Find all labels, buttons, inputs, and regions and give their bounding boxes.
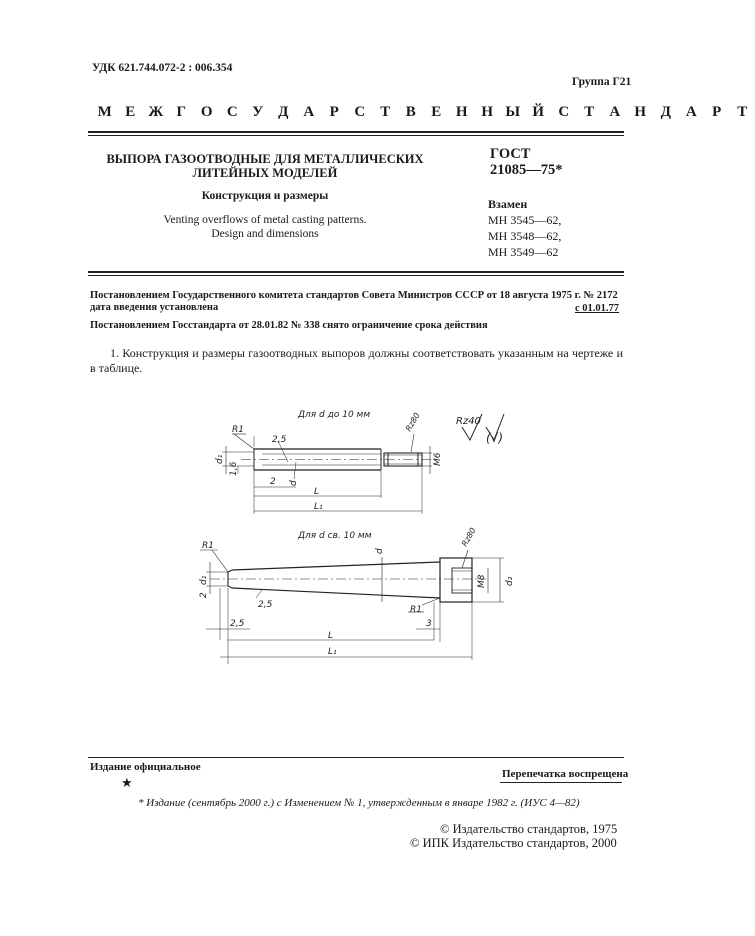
- fig1-l1-label: L₁: [314, 502, 323, 512]
- standard-banner: [92, 104, 748, 121]
- fig1-m6-label: M6: [433, 452, 443, 466]
- banner-word-interstate: [92, 104, 551, 121]
- banner-letter: Е: [431, 104, 442, 120]
- replaces-item-3: МН 3549—62: [488, 245, 559, 259]
- fig1-2-label: 2: [270, 477, 276, 487]
- fig2-rz80-label: Rz80: [459, 526, 478, 548]
- title-line-1: ВЫПОРА ГАЗООТВОДНЫЕ ДЛЯ МЕТАЛЛИЧЕСКИХ: [106, 152, 424, 166]
- star-mark: ★: [121, 775, 133, 790]
- fig1-r1-label: R1: [232, 425, 244, 435]
- mid-rule-thin: [88, 275, 624, 276]
- fig2-l1-label: L₁: [328, 647, 337, 657]
- english-title: [100, 213, 430, 241]
- banner-letter: В: [405, 104, 416, 120]
- replaces-item-1: МН 3545—62,: [488, 213, 562, 227]
- top-rule-thin: [88, 135, 624, 136]
- replaces-item-2: МН 3548—62,: [488, 229, 562, 243]
- udk-code: УДК 621.744.072-2 : 006.354: [92, 62, 233, 74]
- banner-letter: Е: [125, 104, 136, 120]
- fig2-25-label: 2,5: [230, 619, 245, 629]
- banner-word-standard: [551, 104, 755, 121]
- banner-letter: М: [97, 104, 112, 120]
- fig2-d1-label: d₁: [199, 575, 209, 585]
- fig2-d-label: d: [375, 548, 385, 554]
- fig1-caption: Для d до 10 мм: [298, 410, 371, 420]
- banner-letter: А: [303, 104, 315, 120]
- banner-letter: Й: [532, 104, 545, 120]
- banner-letter: А: [685, 104, 697, 120]
- fig2-l-label: L: [328, 631, 334, 641]
- fig1-l-label: L: [314, 487, 320, 497]
- official-edition: Издание официальное: [90, 761, 201, 773]
- gost-number: 21085—75*: [490, 162, 563, 178]
- edition-footnote: * Издание (сентябрь 2000 г.) с Изменением № 1, утвержденным в январе 1982 г. (ИУС 4—82): [138, 797, 580, 809]
- document-title: [100, 152, 430, 180]
- banner-letter: Н: [481, 104, 494, 120]
- fig2-chamfer-label: 2,5: [258, 600, 273, 610]
- fig2-r1-label: R1: [202, 541, 214, 551]
- replaces-block: [488, 196, 561, 260]
- fig1-16-label: 1,6: [229, 461, 239, 476]
- technical-drawing: [186, 402, 526, 664]
- banner-letter: Т: [584, 104, 595, 120]
- no-reprint: Перепечатка воспрещена: [502, 768, 629, 780]
- banner-letter: С: [558, 104, 570, 120]
- fig2-r1-lower-label: R1: [410, 605, 422, 615]
- english-title-line-1: Venting overflows of metal casting patterns.: [163, 214, 367, 226]
- mid-rule: [88, 271, 624, 273]
- paragraph-1: 1. Конструкция и размеры газоотводных выпоров должны соответствовать указанным на чертеже и в таблице.: [90, 346, 623, 375]
- banner-letter: О: [200, 104, 213, 120]
- english-title-line-2: Design and dimensions: [211, 228, 319, 240]
- banner-letter: Д: [660, 104, 671, 120]
- banner-letter: Р: [712, 104, 722, 120]
- decree-1-date: с 01.01.77: [575, 303, 620, 314]
- title-line-2: ЛИТЕЙНЫХ МОДЕЛЕЙ: [192, 166, 338, 180]
- banner-letter: А: [609, 104, 621, 120]
- fig2-2-label: 2: [199, 592, 209, 598]
- fig2-3-label: 3: [426, 619, 432, 629]
- document-subtitle: Конструкция и размеры: [201, 190, 329, 202]
- fig1-d1-label: d₁: [215, 454, 225, 464]
- decree-1: Постановлением Государственного комитета стандартов Совета Министров СССР от 18 августа 1975 г. № 2172 дата введения установлена: [90, 290, 618, 313]
- banner-letter: У: [252, 104, 264, 120]
- banner-letter: Р: [329, 104, 339, 120]
- fig2-d2-label: d₂: [505, 576, 515, 586]
- gost-label: ГОСТ: [490, 146, 531, 162]
- fig1-chamfer-label: 2,5: [272, 435, 287, 445]
- no-reprint-rule: [500, 782, 622, 783]
- banner-letter: С: [354, 104, 366, 120]
- copyright-1: © Издательство стандартов, 1975: [440, 822, 618, 836]
- fig2-caption: Для d св. 10 мм: [298, 531, 372, 541]
- roughness-paren: (√): [486, 431, 504, 445]
- copyright-2: © ИПК Издательство стандартов, 2000: [410, 836, 617, 850]
- fig1-d-label: d: [289, 480, 299, 486]
- banner-letter: Н: [634, 104, 647, 120]
- banner-letter: С: [226, 104, 238, 120]
- group-code: Группа Г21: [572, 76, 632, 88]
- banner-letter: Д: [278, 104, 289, 120]
- figure-2: [200, 531, 504, 664]
- roughness-general: Rz40: [456, 416, 481, 427]
- banner-letter: Ы: [505, 104, 521, 120]
- footer-rule: [88, 757, 624, 758]
- banner-letter: Т: [380, 104, 391, 120]
- banner-letter: Г: [176, 104, 187, 120]
- banner-letter: Н: [455, 104, 468, 120]
- decree-2: Постановлением Госстандарта от 28.01.82 № 338 снято ограничение срока действия: [90, 320, 488, 331]
- banner-letter: Ж: [148, 104, 164, 120]
- top-rule: [88, 131, 624, 133]
- fig1-rz80-label: Rz80: [403, 411, 422, 433]
- gost-designation: [490, 146, 563, 178]
- fig2-m8-label: M8: [477, 574, 487, 588]
- replaces-label: Взамен: [488, 197, 528, 211]
- banner-letter: Т: [737, 104, 748, 120]
